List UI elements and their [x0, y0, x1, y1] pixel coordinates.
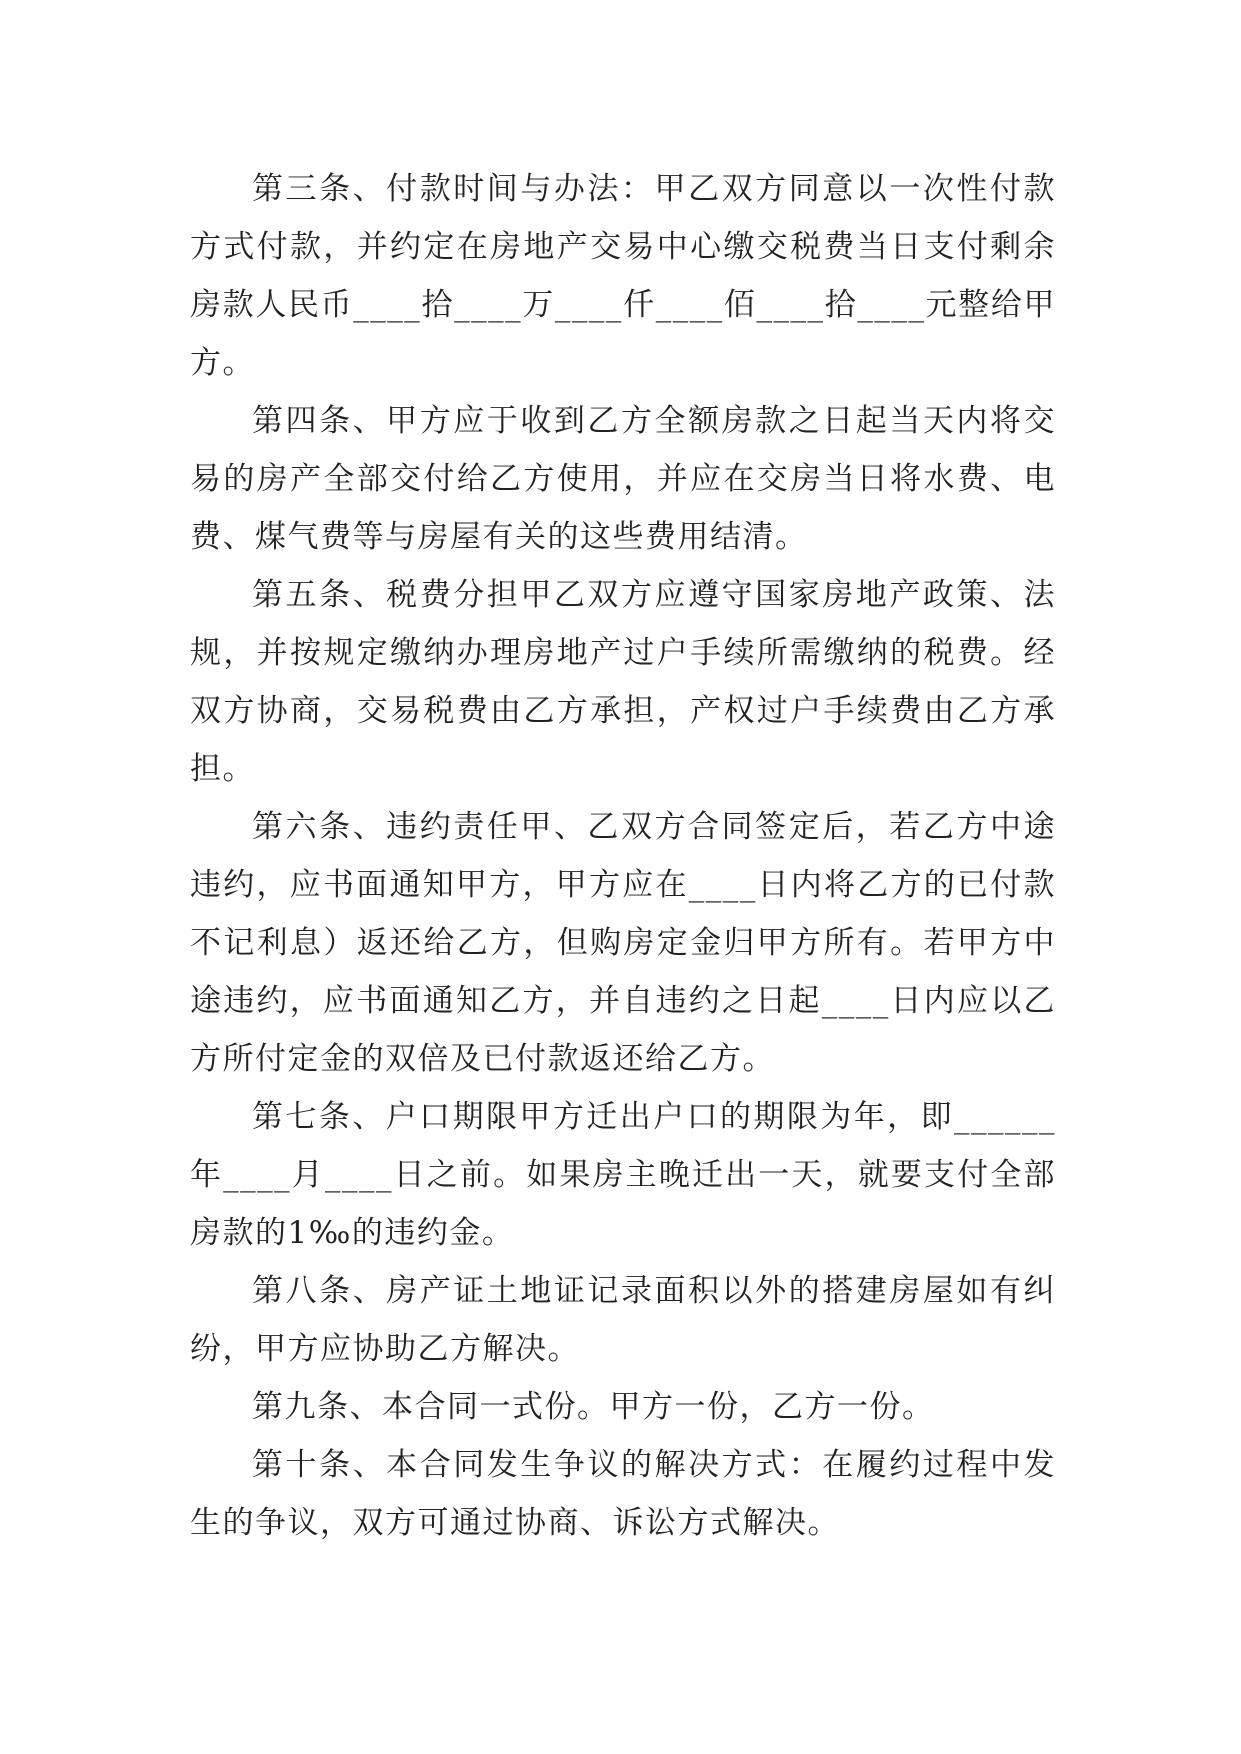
- clause-6-breach: 第六条、违约责任甲、乙双方合同签定后，若乙方中途违约，应书面通知甲方，甲方应在____日内将乙方的已付款不记利息）返还给乙方，但购房定金归甲方所有。若甲方中途违约，应书面通知乙方，并自违约之日起____日内应以乙方所付定金的双倍及已付款返还给乙方。: [190, 809, 1056, 1077]
- clause-9-copies: 第九条、本合同一式份。甲方一份，乙方一份。: [252, 1389, 935, 1425]
- clause-10-dispute-resolution: 第十条、本合同发生争议的解决方式：在履约过程中发生的争议，双方可通过协商、诉讼方式解决。: [190, 1447, 1056, 1541]
- document-body: [190, 160, 1056, 1552]
- clause-8-extra-construction: 第八条、房产证土地证记录面积以外的搭建房屋如有纠纷，甲方应协助乙方解决。: [190, 1273, 1056, 1367]
- clause-3-payment: 第三条、付款时间与办法：甲乙双方同意以一次性付款方式付款，并约定在房地产交易中心缴交税费当日支付剩余房款人民币____拾____万____仟____佰____拾____元整给甲方。: [190, 171, 1056, 381]
- clause-7-household-registration: 第七条、户口期限甲方迁出户口的期限为年，即______年____月____日之前。如果房主晚迁出一天，就要支付全部房款的1‰的违约金。: [190, 1099, 1056, 1251]
- clause-4-handover: 第四条、甲方应于收到乙方全额房款之日起当天内将交易的房产全部交付给乙方使用，并应在交房当日将水费、电费、煤气费等与房屋有关的这些费用结清。: [190, 403, 1056, 555]
- clause-5-taxes: 第五条、税费分担甲乙双方应遵守国家房地产政策、法规，并按规定缴纳办理房地产过户手续所需缴纳的税费。经双方协商，交易税费由乙方承担，产权过户手续费由乙方承担。: [190, 577, 1056, 787]
